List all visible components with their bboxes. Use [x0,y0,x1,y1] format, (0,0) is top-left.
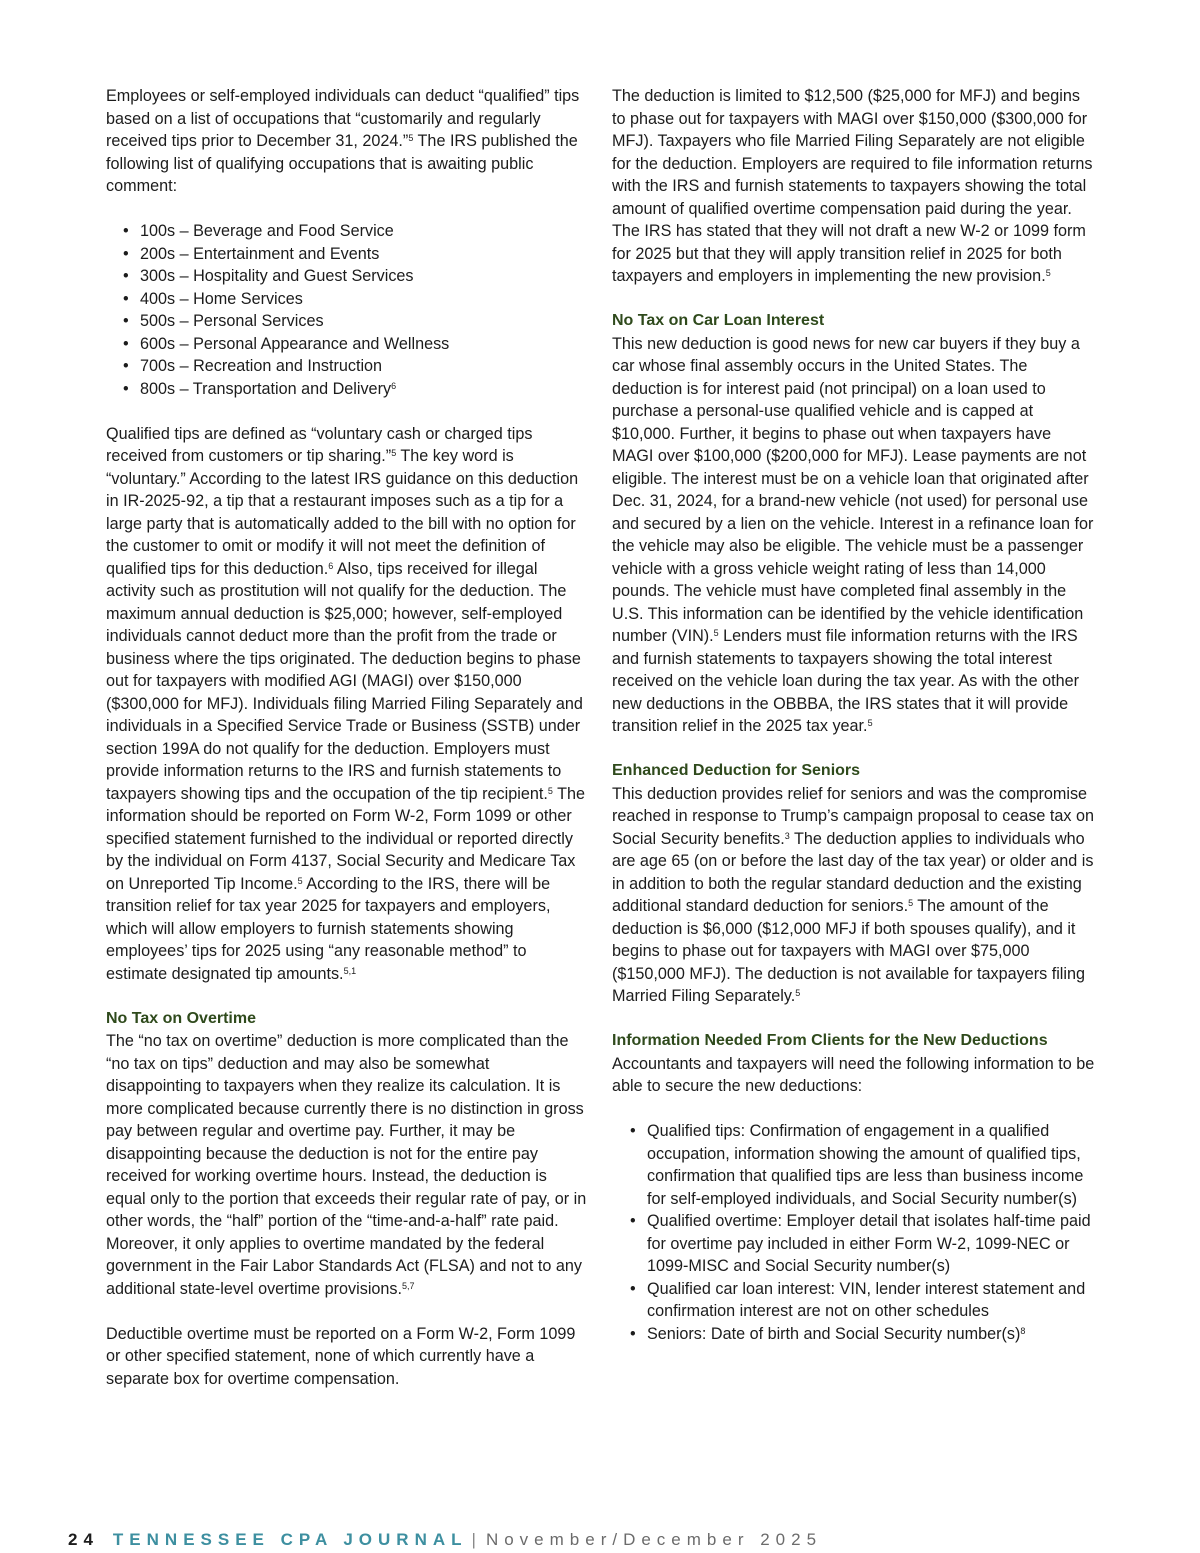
page-number: 24 [68,1530,99,1549]
info-needed-heading: Information Needed From Clients for the New Deductions [612,1032,1048,1049]
list-item: • 100s – Beverage and Food Service [106,220,588,243]
overtime-heading: No Tax on Overtime [106,1009,256,1027]
journal-title: TENNESSEE CPA JOURNAL [112,1530,468,1549]
list-item: • 400s – Home Services [106,288,588,311]
seniors-heading: Enhanced Deduction for Seniors [612,762,861,779]
page-footer [68,1528,822,1552]
qualified-tips-paragraph: Qualified tips are defined as “voluntary cash or charged tips received from customers or tip sharing.”$^5$ The key word is “voluntary.” According to the latest IRS guidance on this deduction in IR-2025-92, a tip that a restaurant imposes such as a tip for a large party that is automatically added to the bill with no option for the customer to omit or modify it will not meet the definition of qualified tips for this deduction.$^6$ Also, tips received for illegal activity such as prostitution will not qualify for the deduction. The maximum annual deduction is $25,000; however, self-employed individuals cannot deduct more than the profit from the trade or business where the tips originated. The deduction begins to phase out for taxpayers with modified AGI (MAGI) over $150,000 ($300,000 for MFJ). Individuals filing Married Filing Separately and individuals in a Specified Service Trade or Business (SSTB) under section 199A do not qualify for the deduction. Employers must provide information returns to the IRS and furnish statements to taxpayers showing tips and the occupation of the tip recipient.$^5$ The information should be reported on Form W-2, Form 1099 or other specified statement furnished to the individual or reported directly by the individual on Form 4137, Social Security and Medicare Tax on Unreported Tip Income.$^5$ According to the IRS, there will be transition relief for tax year 2025 for taxpayers and employers, which will allow employers to furnish statements showing employees’ tips for 2025 using “any reasonable method” to estimate designated tip amounts.$^{5,1}$ [106,424,585,983]
list-item: • 600s – Personal Appearance and Wellness [106,333,588,356]
right-column [612,85,1096,1368]
info-needed-list [612,1120,1096,1345]
overtime-paragraph: The “no tax on overtime” deduction is more complicated than the “no tax on tips” deduction and may also be somewhat disappointing to taxpayers when they realize its calculation. It is more complicated because currently there is no distinction in gross pay between regular and overtime pay. Further, it may be disappointing because the deduction is not for the entire pay received for working overtime hours. Instead, the deduction is equal only to the portion that exceeds their regular rate of pay, or in other words, the “half” portion of the “time-and-a-half” rate paid. Moreover, it only applies to overtime mandated by the federal government in the Fair Labor Standards Act (FLSA) and not to any additional state-level overtime provisions.$^{5,7}$ [106,1032,587,1298]
list-item: • 700s – Recreation and Instruction [106,355,588,378]
list-item: • 300s – Hospitality and Guest Services [106,265,588,288]
car-loan-heading: No Tax on Car Loan Interest [612,312,825,329]
occupation-list [106,220,588,400]
tips-intro-paragraph: Employees or self-employed individuals can deduct “qualified” tips based on a list of occupations that “customarily and regularly received tips prior to December 31, 2024.”$^5$ The IRS published the following list of qualifying occupations that is awaiting public comment: [106,87,580,195]
list-item: • Qualified tips: Confirmation of engagement in a qualified occupation, information showing the amount of qualified tips, confirmation that qualified tips are less than business income for self-employed individuals, and Social Security number(s) [612,1120,1096,1210]
list-item: • Qualified overtime: Employer detail that isolates half-time paid for overtime pay included in either Form W-2, 1099-NEC or 1099-MISC and Social Security number(s) [612,1210,1096,1278]
list-item: • Qualified car loan interest: VIN, lender interest statement and confirmation interest are not on other schedules [612,1278,1096,1323]
list-item: • Seniors: Date of birth and Social Security $number(s)^8$ [612,1323,1096,1346]
info-needed-paragraph: Accountants and taxpayers will need the following information to be able to secure the new deductions: [612,1054,1095,1095]
car-loan-paragraph: This new deduction is good news for new car buyers if they buy a car whose final assembly occurs in the United States. The deduction is for interest paid (not principal) on a loan used to purchase a personal-use qualified vehicle and is capped at $10,000. Further, it begins to phase out when taxpayers have MAGI over $100,000 ($200,000 for MFJ). Lease payments are not eligible. The interest must be on a vehicle loan that originated after Dec. 31, 2024, for a brand-new vehicle (not used) for personal use and secured by a lien on the vehicle. Interest in a refinance loan for the vehicle may also be eligible. The vehicle must be a passenger vehicle with a gross vehicle weight rating of less than 14,000 pounds. The vehicle must have completed final assembly in the U.S. This information can be identified by the vehicle identification number (VIN).$^5$ Lenders must file information returns with the IRS and furnish statements to taxpayers showing the total interest received on the vehicle loan during the tax year. As with the other new deductions in the OBBBA, the IRS states that it will provide transition relief in the 2025 tax year.$^5$ [612,334,1094,735]
footer-separator: | [471,1530,482,1549]
overtime-limit-paragraph: The deduction is limited to $12,500 ($25,000 for MFJ) and begins to phase out for taxpayers with MAGI over $150,000 ($300,000 for MFJ). Taxpayers who file Married Filing Separately are not eligible for the deduction. Employers are required to file information returns with the IRS and furnish statements to taxpayers showing the total amount of qualified overtime compensation paid during the year. The IRS has stated that they will not draft a new W-2 or 1099 form for 2025 but that they will apply transition relief in 2025 for both taxpayers and employers in implementing the new provision.$^5$ [612,87,1093,285]
list-item: • 800s – Transportation and Delivery$^6$ [106,378,588,401]
footnote-ref: 5 [408,133,414,143]
left-column [106,85,588,1413]
list-item: • 500s – Personal Services [106,310,588,333]
issue-date: November/December 2025 [485,1530,823,1549]
list-item: • 200s – Entertainment and Events [106,243,588,266]
overtime-reporting-paragraph: Deductible overtime must be reported on a Form W-2, Form 1099 or other specified statement, none of which currently have a separate box for overtime compensation. [106,1324,576,1388]
seniors-paragraph: This deduction provides relief for seniors and was the compromise reached in response to Trump’s campaign proposal to cease tax on Social Security benefits.$^3$ The deduction applies to individuals who are age 65 (on or before the last day of the tax year) or older and is in addition to both the regular standard deduction and the existing additional standard deduction for seniors.$^5$ The amount of the deduction is $6,000 ($12,000 MFJ if both spouses qualify), and it begins to phase out for taxpayers with MAGI over $75,000 ($150,000 MFJ). The deduction is not available for taxpayers filing Married Filing Separately.$^5$ [612,784,1095,1005]
